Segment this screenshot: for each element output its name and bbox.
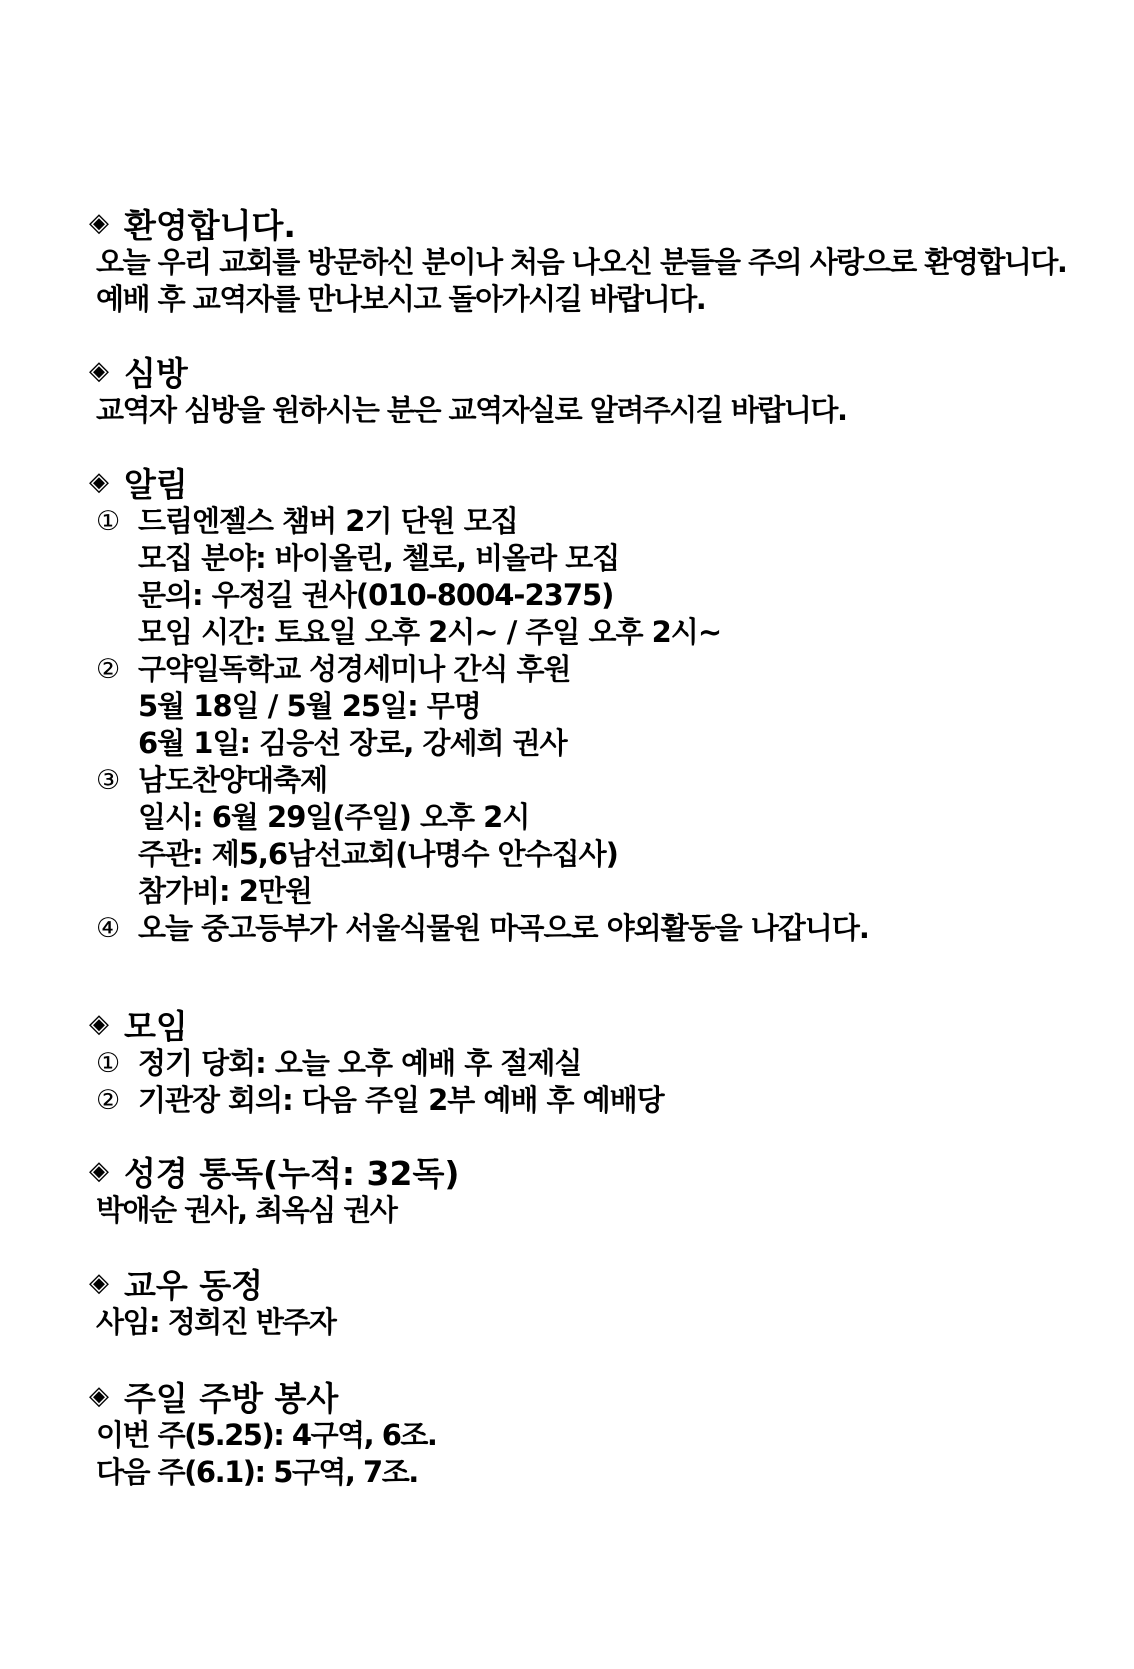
notice-text: 남도찬양대축제 [138,763,328,797]
kitchen-heading [84,1375,1084,1417]
bible-title: 성경 통독(누적: 32독) [124,1153,460,1193]
notice-item [84,651,1084,688]
welcome-section [84,202,1084,318]
notice-detail: 5월 18일 / 5월 25일: 무명 [138,689,481,723]
notice-detail: 주관: 제5,6남선교회(나명수 안수집사) [138,837,618,871]
members-section [84,1262,1084,1341]
meetings-title: 모임 [124,1006,188,1046]
notice-number: ② [96,654,120,685]
kitchen-line: 이번 주(5.25): 4구역, 6조. [96,1418,437,1452]
diamond-icon: ◈ [89,208,109,238]
notice-item [84,762,1084,799]
welcome-line: 예배 후 교역자를 만나보시고 돌아가시길 바랍니다. [96,282,706,316]
bible-heading [84,1150,1084,1192]
welcome-heading [84,202,1084,244]
notice-item [84,503,1084,540]
diamond-icon: ◈ [89,1156,109,1186]
kitchen-title: 주일 주방 봉사 [124,1378,339,1418]
bible-section [84,1150,1084,1229]
diamond-icon: ◈ [89,356,109,386]
members-title: 교우 동정 [124,1265,264,1305]
kitchen-line: 다음 주(6.1): 5구역, 7조. [96,1455,418,1489]
notices-title: 알림 [124,464,188,504]
diamond-icon: ◈ [89,467,109,497]
notice-detail: 일시: 6월 29일(주일) 오후 2시 [138,800,530,834]
visit-section [84,350,1084,429]
notice-text: 구약일독학교 성경세미나 간식 후원 [138,652,571,686]
notice-detail: 모임 시간: 토요일 오후 2시~ / 주일 오후 2시~ [138,615,722,649]
members-heading [84,1262,1084,1304]
notices-heading [84,461,1084,503]
notice-text: 오늘 중고등부가 서울식물원 마곡으로 야외활동을 나갑니다. [138,911,869,945]
notices-section [84,461,1084,947]
visit-heading [84,350,1084,392]
meeting-number: ① [96,1048,120,1079]
notice-detail: 모집 분야: 바이올린, 첼로, 비올라 모집 [138,541,620,575]
meeting-number: ② [96,1085,120,1116]
notice-item [84,910,1084,947]
kitchen-section [84,1375,1084,1491]
meetings-heading [84,1003,1084,1045]
welcome-title: 환영합니다. [124,205,296,245]
diamond-icon: ◈ [89,1381,109,1411]
notice-text: 드림엔젤스 챔버 2기 단원 모집 [138,504,518,538]
meeting-text: 정기 당회: 오늘 오후 예배 후 절제실 [138,1046,582,1080]
notice-detail: 문의: 우정길 권사(010-8004-2375) [138,578,614,612]
members-line: 사임: 정희진 반주자 [96,1305,336,1339]
meeting-text: 기관장 회의: 다음 주일 2부 예배 후 예배당 [138,1083,664,1117]
diamond-icon: ◈ [89,1009,109,1039]
diamond-icon: ◈ [89,1268,109,1298]
welcome-line: 오늘 우리 교회를 방문하신 분이나 처음 나오신 분들을 주의 사랑으로 환영합니다. [96,245,1067,279]
notice-detail: 6월 1일: 김응선 장로, 강세희 권사 [138,726,567,760]
meeting-item [84,1082,1084,1119]
visit-title: 심방 [124,353,188,393]
notice-number: ① [96,506,120,537]
notice-number: ④ [96,913,120,944]
bible-line: 박애순 권사, 최옥심 권사 [96,1193,397,1227]
meeting-item [84,1045,1084,1082]
notice-detail: 참가비: 2만원 [138,874,312,908]
visit-line: 교역자 심방을 원하시는 분은 교역자실로 알려주시길 바랍니다. [96,393,847,427]
notice-number: ③ [96,765,120,796]
meetings-section [84,1003,1084,1119]
